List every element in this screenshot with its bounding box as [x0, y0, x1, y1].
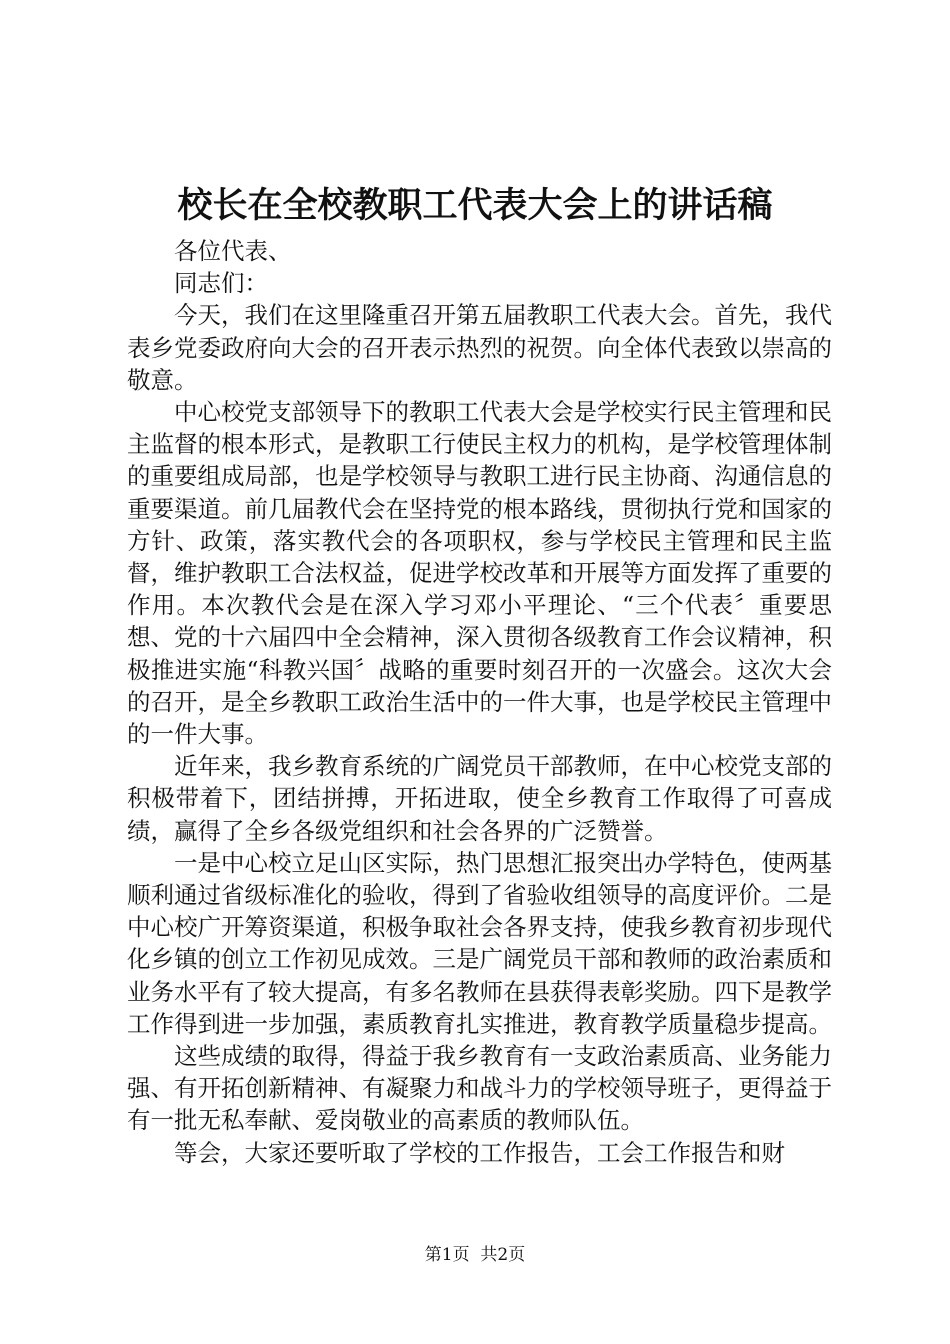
salutation-line: 各位代表、	[174, 237, 292, 265]
body-paragraph: 一是中心校立足山区实际，热门思想汇报突出办学特色，使两基顺利通过省级标准化的验收，得到了省验收组领导的高度评价。二是中心校广开筹资渠道，积极争取社会各界支持，使我乡教育初步现代化乡镇的创立工作初见成效。三是广阔党员干部和教师的政治素质和业务水平有了较大提高，有多名教师在县获得表彰奖励。四下是教学工作得到进一步加强，素质教育扎实推进，教育教学质量稳步提高。	[127, 848, 832, 1038]
page-number-footer: 第1页 共2页	[424, 1245, 526, 1265]
body-paragraph: 这些成绩的取得，得益于我乡教育有一支政治素质高、业务能力强、有开拓创新精神、有凝聚力和战斗力的学校领导班子，更得益于有一批无私奉献、爱岗敬业的高素质的教师队伍。	[127, 1042, 832, 1135]
body-paragraph: 中心校党支部领导下的教职工代表大会是学校实行民主管理和民主监督的根本形式，是教职工行使民主权力的机构，是学校管理体制的重要组成局部，也是学校领导与教职工进行民主协商、沟通信息的重要渠道。前几届教代会在坚持党的根本路线，贯彻执行党和国家的方针、政策，落实教代会的各项职权，参与学校民主管理和民主监督，维护教职工合法权益，促进学校改革和开展等方面发挥了重要的作用。本次教代会是在深入学习邓小平理论、“三个代表〞重要思想、党的十六届四中全会精神，深入贯彻各级教育工作会议精神，积极推进实施“科教兴国〞战略的重要时刻召开的一次盛会。这次大会的召开，是全乡教职工政治生活中的一件大事，也是学校民主管理中的一件大事。	[127, 398, 832, 749]
document-title: 校长在全校教职工代表大会上的讲话稿	[177, 185, 773, 226]
body-paragraph: 今天，我们在这里隆重召开第五届教职工代表大会。首先，我代表乡党委政府向大会的召开表示热烈的祝贺。向全体代表致以崇高的敬意。	[127, 301, 832, 394]
document-body	[127, 235, 832, 1169]
salutation-line: 同志们：	[174, 269, 268, 298]
body-paragraph: 近年来，我乡教育系统的广阔党员干部教师，在中心校党支部的积极带着下，团结拼搏，开拓进取，使全乡教育工作取得了可喜成绩，赢得了全乡各级党组织和社会各界的广泛赞誉。	[127, 752, 832, 845]
body-paragraph: 等会，大家还要听取了学校的工作报告，工会工作报告和财	[174, 1138, 785, 1167]
